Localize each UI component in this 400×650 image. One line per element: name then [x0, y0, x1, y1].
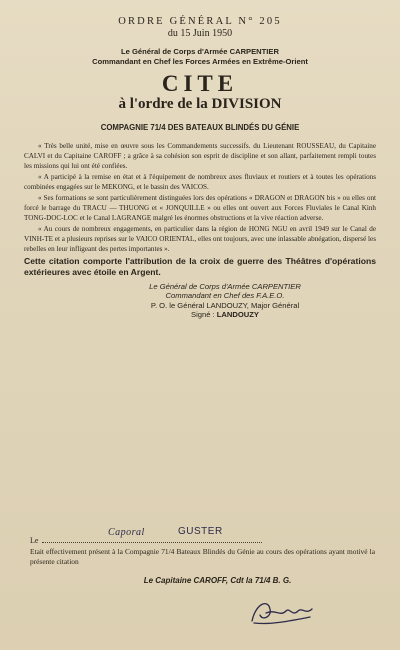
citation-paragraph: « Ses formations se sont particulièrement distinguées lors des opérations « DRAGON et DRAGON bis » ou elles ont forcé le barrage du TRACU — THUONG et « JONQUILLE » ou elles ont ouvert aux Forces Fluviales le Canal Kinh TONG-DOC-LOC et le Canal LAGRANGE malgré les énormes obstructions et la vive réaction adverse. — [24, 193, 376, 222]
citation-paragraph: « Très belle unité, mise en œuvre sous les Commandements successifs. du Lieutenant ROUSSEAU, du Capitaine CALVI et du Capitaine CAROFF ; a grâce à sa cohésion son esprit de discipline et son allant, parfaitement rempli toutes les missions qui lui ont été confiées. — [24, 142, 376, 170]
order-date: du 15 Juin 1950 — [167, 28, 233, 39]
le-label: Le — [30, 536, 39, 545]
citation-paragraph: « Au cours de nombreux engagements, en particulier dans la région de HONG NGU en avril 1949 sur le Canal de VINH-TE et a plusieurs reprises sur le VAICO ORIENTAL, elles ont toujours, avec une inlassable abnégation, dispersé les rebelles en leur infligeant des pertes importantes ». — [24, 224, 376, 253]
citation-paragraph: « A participé à la remise en état et à l'équipement de nombreux axes fluviaux et routiers et à toutes les opérations combinées engagées sur le MEKONG, et le bassin des VAICOS. — [24, 172, 376, 191]
handwritten-rank: Caporal — [108, 527, 145, 538]
signer-command: Commandant en Chef des F.A.E.O. — [165, 291, 285, 301]
dotted-line — [42, 533, 262, 543]
signer-title: Le Général de Corps d'Armée CARPENTIER — [149, 281, 301, 291]
general-command: Commandant en Chef les Forces Armées en Extrême-Orient — [92, 57, 308, 66]
handwritten-signature — [246, 595, 316, 629]
general-title: Le Général de Corps d'Armée CARPENTIER — [121, 47, 279, 56]
signature-block — [24, 282, 376, 320]
presence-statement: Etait effectivement présent à la Compagnie 71/4 Bateaux Blindés du Génie au cours des opérations ayant motivé la présente citation — [30, 547, 375, 566]
name-line — [30, 533, 262, 545]
cite-heading: CITE — [161, 71, 239, 96]
captain-signature-line: Le Capitaine CAROFF, Cdt la 71/4 B. G. — [143, 576, 292, 585]
signe-label: Signé : — [191, 310, 215, 320]
signe-name: LANDOUZY — [216, 310, 259, 320]
award-statement: Cette citation comporte l'attribution de la croix de guerre des Théâtres d'opérations extérieures avec étoile en Argent. — [24, 256, 376, 277]
handwritten-name: GUSTER — [178, 526, 223, 537]
order-number: ORDRE GÉNÉRAL N° 205 — [118, 16, 282, 27]
citation-body — [24, 142, 376, 254]
company-heading: COMPAGNIE 71/4 DES BATEAUX BLINDÉS DU GÉNIE — [100, 123, 300, 132]
signer-po: P. O. le Général LANDOUZY, Major Général — [150, 300, 300, 310]
division-heading: à l'ordre de la DIVISION — [118, 96, 282, 112]
